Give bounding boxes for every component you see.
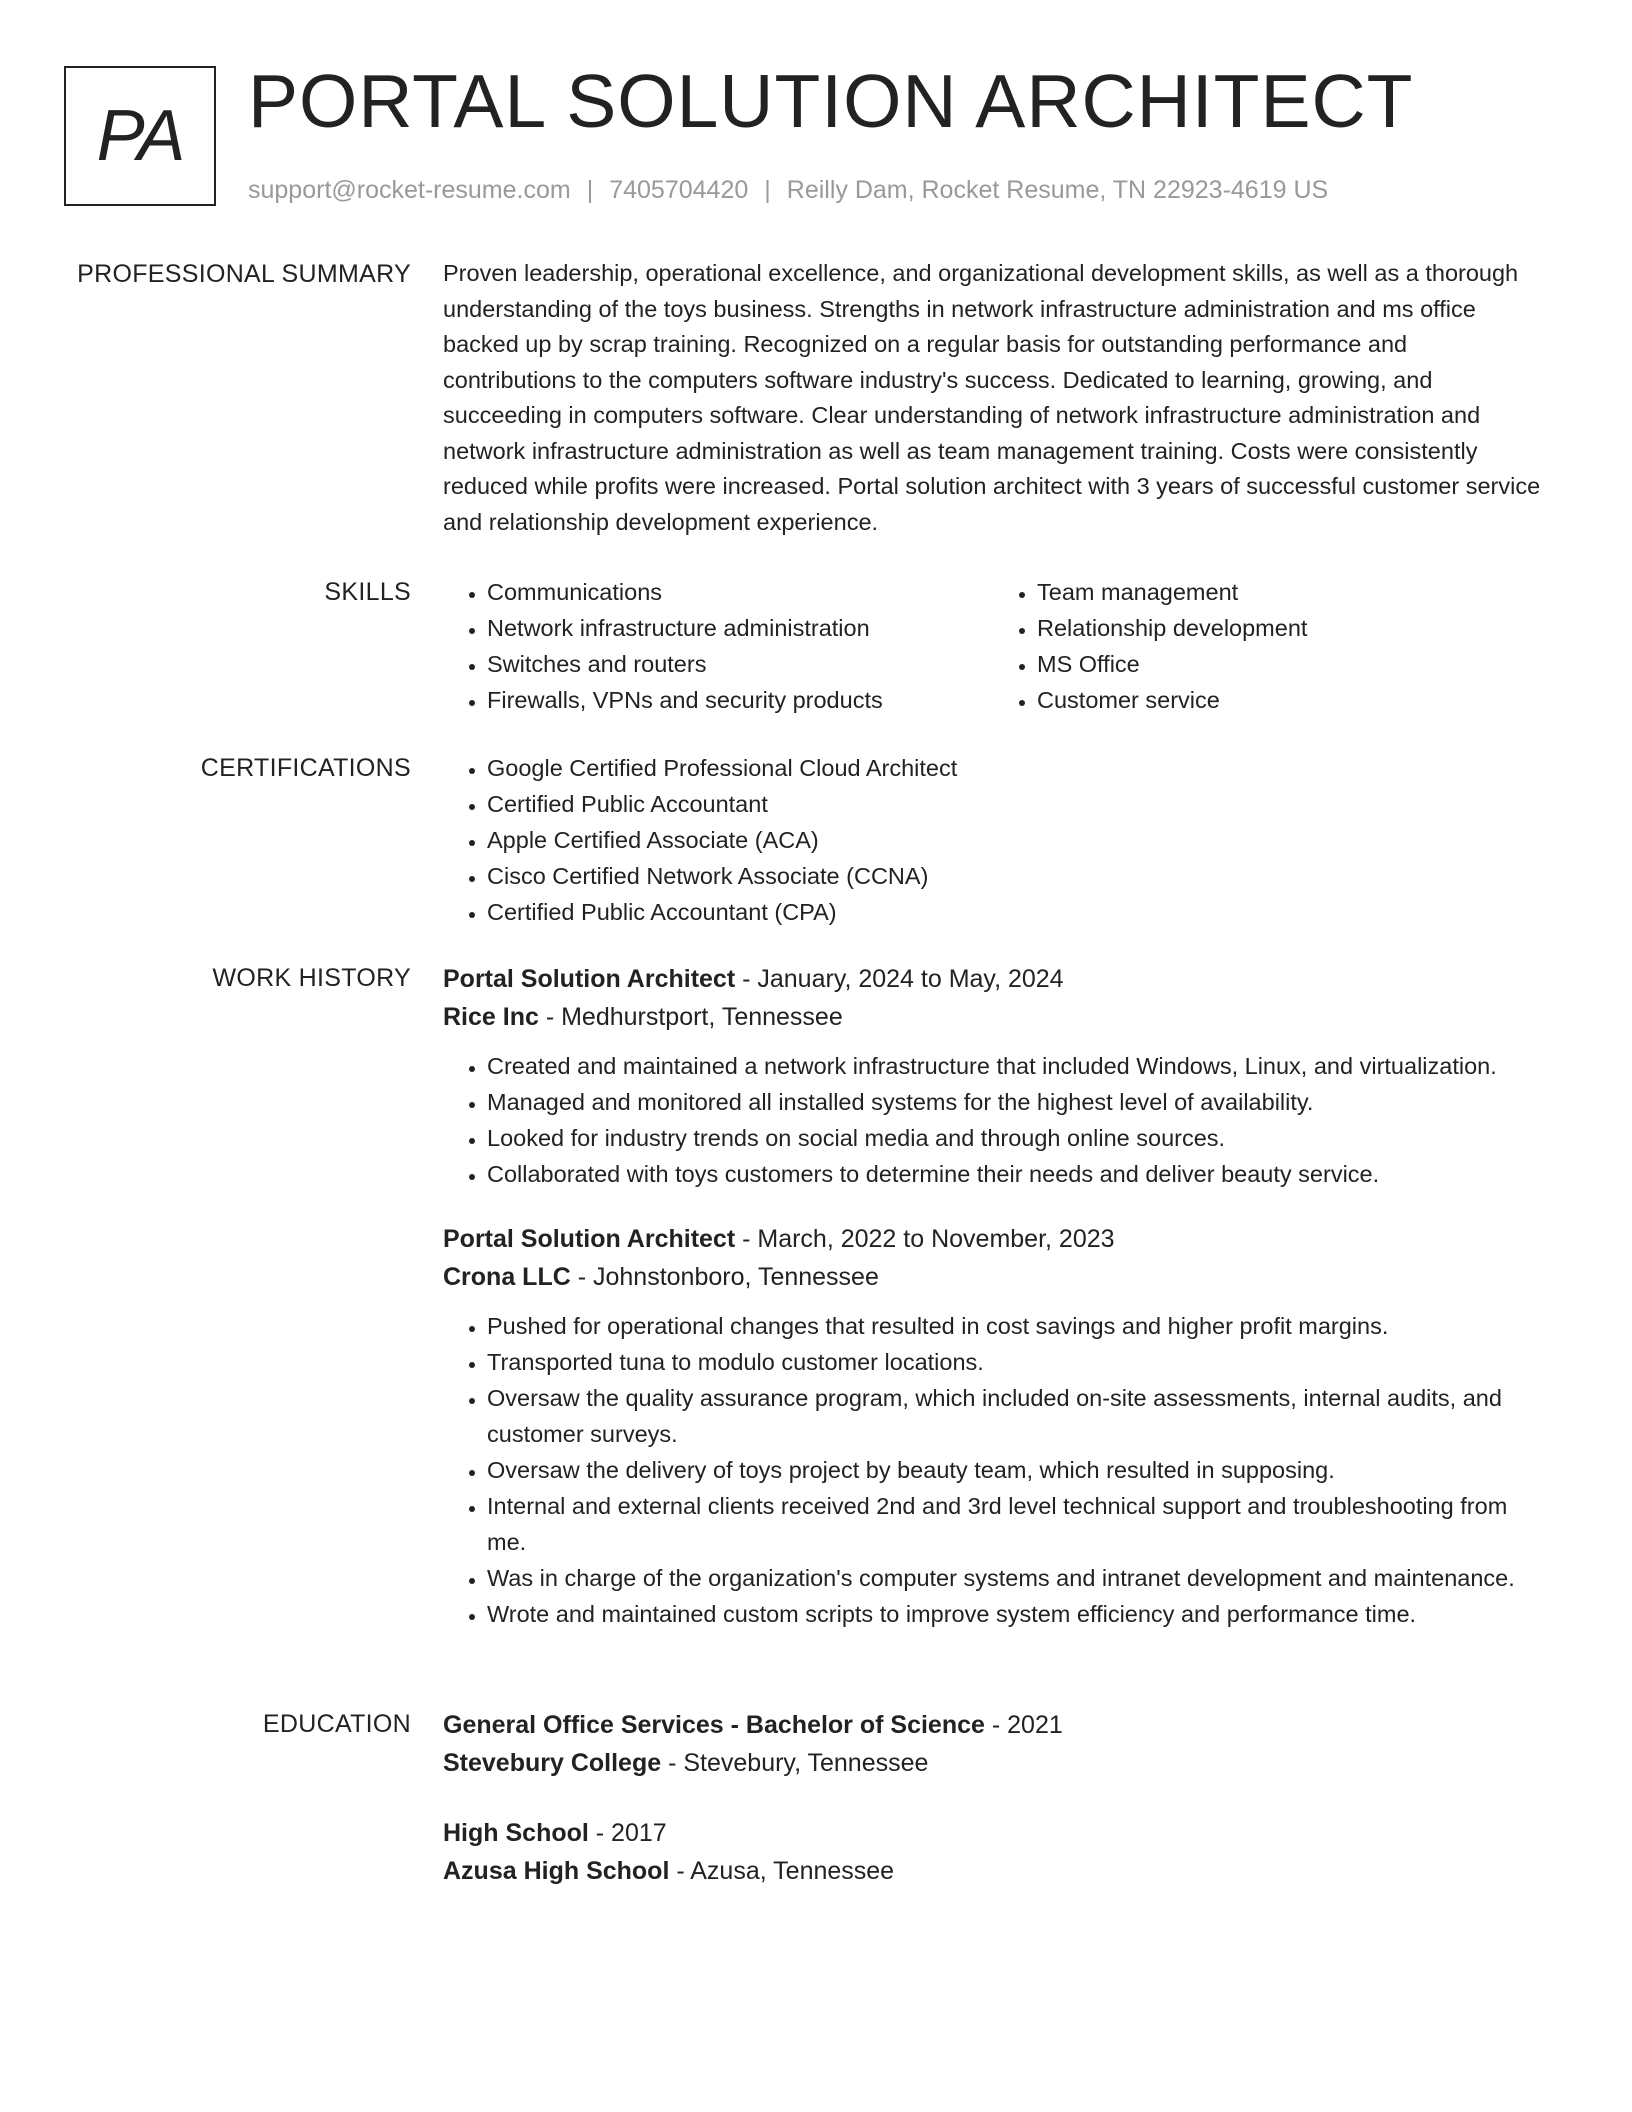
contact-separator: | <box>586 176 594 204</box>
list-item: • Transported tuna to modulo customer locations. <box>487 1344 1543 1380</box>
job-location: - Johnstonboro, Tennessee <box>570 1263 879 1291</box>
job-company: Crona LLC <box>443 1263 571 1291</box>
education-entry <box>443 1706 1543 1782</box>
list-item: • Apple Certified Associate (ACA) <box>487 822 1543 858</box>
resume-title: PORTAL SOLUTION ARCHITECT <box>248 59 1414 143</box>
education-degree-line <box>443 1706 1543 1744</box>
education-degree-line <box>443 1814 1543 1852</box>
list-item: • Managed and monitored all installed systems for the highest level of availability. <box>487 1084 1543 1120</box>
list-item: • Communications <box>487 574 993 610</box>
list-item: • Internal and external clients received 2nd and 3rd level technical support and troubleshooting from me. <box>487 1488 1543 1560</box>
education-body <box>443 1706 1543 1922</box>
education-year: - 2017 <box>588 1819 667 1847</box>
education-school: Stevebury College <box>443 1749 662 1777</box>
education-school: Azusa High School <box>443 1857 670 1885</box>
job-title-line <box>443 960 1543 998</box>
list-item: • Network infrastructure administration <box>487 610 993 646</box>
job-duties-list <box>443 1308 1543 1632</box>
work-history-body <box>443 960 1543 1660</box>
list-item: • Looked for industry trends on social media and through online sources. <box>487 1120 1543 1156</box>
list-item: • Was in charge of the organization's computer systems and intranet development and maintenance. <box>487 1560 1543 1596</box>
list-item: • Certified Public Accountant <box>487 786 1543 822</box>
list-item: • Firewalls, VPNs and security products <box>487 682 993 718</box>
job-company-line <box>443 998 1543 1036</box>
list-item: • Customer service <box>1037 682 1543 718</box>
monogram-box <box>64 66 216 206</box>
skills-list-left <box>443 574 993 718</box>
job-dates: - January, 2024 to May, 2024 <box>735 965 1064 993</box>
education-year: - 2021 <box>984 1711 1063 1739</box>
contact-email: support@rocket-resume.com <box>248 176 571 204</box>
list-item: • Created and maintained a network infrastructure that included Windows, Linux, and virtualization. <box>487 1048 1543 1084</box>
skills-list-right <box>993 574 1543 718</box>
job-company: Rice Inc <box>443 1003 539 1031</box>
skills-columns <box>443 574 1543 718</box>
contact-address: Reilly Dam, Rocket Resume, TN 22923-4619 US <box>786 176 1329 204</box>
certifications-list <box>443 750 1543 930</box>
job-title: Portal Solution Architect <box>443 1225 736 1253</box>
job-dates: - March, 2022 to November, 2023 <box>735 1225 1115 1253</box>
certifications-body <box>443 750 1543 930</box>
education-degree: High School <box>443 1819 589 1847</box>
list-item: • Collaborated with toys customers to determine their needs and deliver beauty service. <box>487 1156 1543 1192</box>
certifications-heading: CERTIFICATIONS <box>200 754 411 782</box>
job-title-line <box>443 1220 1543 1258</box>
job-entry <box>443 960 1543 1192</box>
list-item: • Oversaw the delivery of toys project by beauty team, which resulted in supposing. <box>487 1452 1543 1488</box>
education-location: - Azusa, Tennessee <box>669 1857 895 1885</box>
job-entry <box>443 1220 1543 1632</box>
list-item: • Pushed for operational changes that resulted in cost savings and higher profit margins. <box>487 1308 1543 1344</box>
job-title: Portal Solution Architect <box>443 965 736 993</box>
list-item: • Oversaw the quality assurance program, which included on-site assessments, internal audits, and customer surveys. <box>487 1380 1543 1452</box>
work-history-heading: WORK HISTORY <box>212 964 411 992</box>
education-location: - Stevebury, Tennessee <box>661 1749 929 1777</box>
education-entry <box>443 1814 1543 1890</box>
contact-separator: | <box>764 176 771 204</box>
list-item: • Team management <box>1037 574 1543 610</box>
job-company-line <box>443 1258 1543 1296</box>
list-item: • MS Office <box>1037 646 1543 682</box>
summary-text: Proven leadership, operational excellence, and organizational development skills, as well as a thorough understanding of the toys business. Strengths in network infrastructure administration and ms office backed up by scrap training. Recognized on a regular basis for outstanding performance and contributions to the computers software industry's success. Dedicated to learning, growing, and succeeding in computers software. Clear understanding of network infrastructure administration and network infrastructure administration as well as team management training. Costs were consistently reduced while profits were increased. Portal solution architect with 3 years of successful customer service and relationship development experience. <box>443 260 1541 535</box>
contact-line <box>248 174 1328 206</box>
monogram-initials: PA <box>96 96 184 176</box>
job-duties-list <box>443 1048 1543 1192</box>
education-degree: General Office Services - Bachelor of Science <box>443 1711 985 1739</box>
education-school-line <box>443 1852 1543 1890</box>
skills-heading: SKILLS <box>324 578 411 606</box>
list-item: • Wrote and maintained custom scripts to improve system efficiency and performance time. <box>487 1596 1543 1632</box>
summary-heading: PROFESSIONAL SUMMARY <box>77 260 411 288</box>
job-location: - Medhurstport, Tennessee <box>538 1003 843 1031</box>
list-item: • Certified Public Accountant (CPA) <box>487 894 1543 930</box>
education-school-line <box>443 1744 1543 1782</box>
list-item: • Google Certified Professional Cloud Architect <box>487 750 1543 786</box>
list-item: • Relationship development <box>1037 610 1543 646</box>
contact-phone: 7405704420 <box>609 176 749 204</box>
list-item: • Cisco Certified Network Associate (CCNA) <box>487 858 1543 894</box>
list-item: • Switches and routers <box>487 646 993 682</box>
education-heading: EDUCATION <box>262 1710 411 1738</box>
